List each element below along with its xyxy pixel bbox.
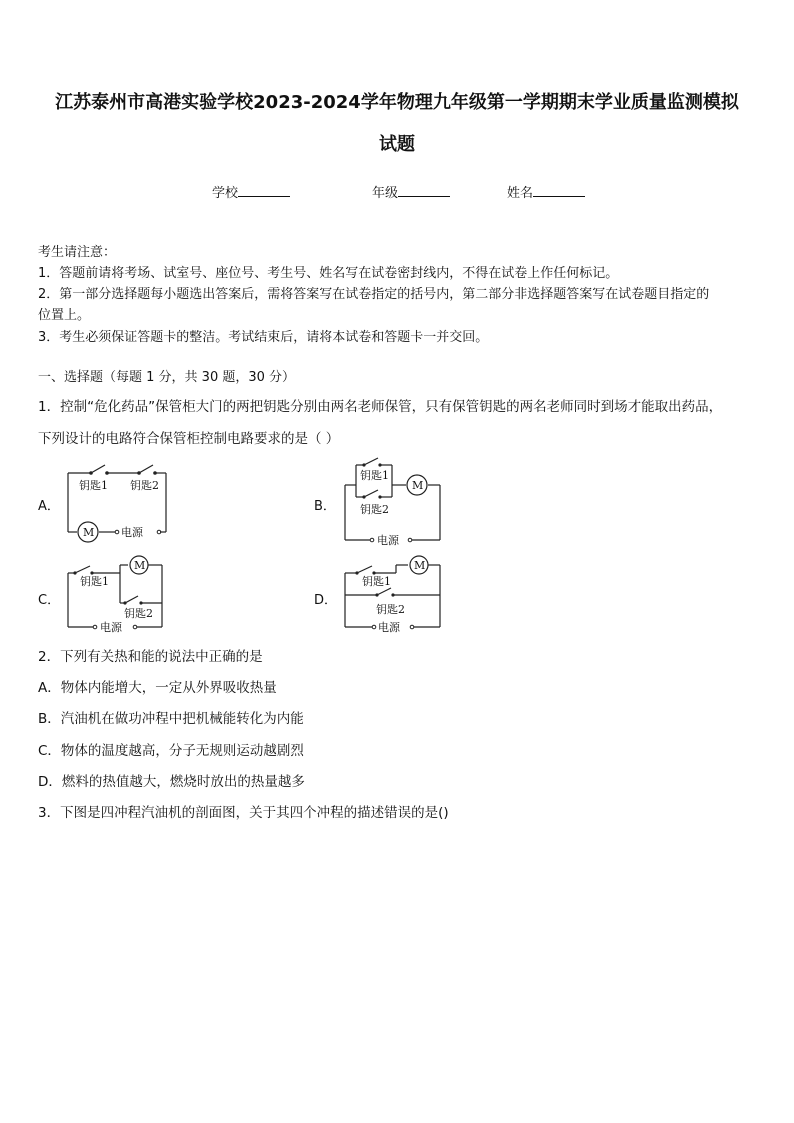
question-2-option-a: A．物体内能增大，一定从外界吸收热量	[38, 680, 277, 696]
notice-heading: 考生请注意：	[38, 245, 117, 260]
key1-label: 钥匙1	[79, 479, 108, 492]
page-title: 江苏泰州市高港实验学校2023-2024学年物理九年级第一学期期末学业质量监测模拟	[55, 92, 739, 113]
key2-label: 钥匙2	[124, 607, 153, 620]
question-2-option-b: B．汽油机在做功冲程中把机械能转化为内能	[38, 711, 304, 727]
question-2-option-c: C．物体的温度越高，分子无规则运动越剧烈	[38, 743, 304, 759]
page-title-line2: 试题	[379, 134, 415, 155]
notice-item: 2．第一部分选择题每小题选出答案后，需将答案写在试卷指定的括号内，第二部分非选择题答案写在试卷题目指定的	[38, 287, 710, 302]
grade-label: 年级	[372, 186, 399, 201]
question-2-stem: 2．下列有关热和能的说法中正确的是	[38, 649, 263, 665]
power-label: 电源	[100, 621, 122, 634]
name-label: 姓名	[507, 186, 534, 201]
notice-item: 1．答题前请将考场、试室号、座位号、考生号、姓名写在试卷密封线内，不得在试卷上作任何标记。	[38, 266, 619, 281]
key2-label: 钥匙2	[360, 503, 389, 516]
school-field	[212, 182, 290, 201]
key1-label: 钥匙1	[360, 469, 389, 482]
school-blank	[238, 184, 290, 197]
motor-symbol: M	[412, 479, 424, 492]
option-label-c: C．	[38, 593, 61, 608]
name-blank	[533, 184, 585, 197]
question-1-stem-line2: 下列设计的电路符合保管柜控制电路要求的是（ ）	[38, 431, 340, 447]
motor-symbol: M	[134, 559, 146, 572]
circuit-diagram-b	[340, 455, 450, 550]
school-label: 学校	[212, 186, 239, 201]
power-label: 电源	[121, 526, 143, 539]
notice-item: 3．考生必须保证答题卡的整洁。考试结束后，请将本试卷和答题卡一并交回。	[38, 330, 489, 345]
option-label-b: B．	[314, 499, 336, 514]
question-3-stem: 3．下图是四冲程汽油机的剖面图，关于其四个冲程的描述错误的是()	[38, 805, 449, 821]
section-heading: 一、选择题（每题 1 分，共 30 题，30 分）	[38, 370, 296, 385]
notice-item: 位置上。	[38, 308, 91, 323]
motor-symbol: M	[414, 559, 426, 572]
power-label: 电源	[378, 621, 400, 634]
circuit-diagram-d	[340, 555, 450, 635]
circuit-diagram-a	[60, 455, 180, 550]
name-field	[507, 182, 585, 201]
key1-label: 钥匙1	[362, 575, 391, 588]
key1-label: 钥匙1	[80, 575, 109, 588]
question-1-stem: 1．控制“危化药品”保管柜大门的两把钥匙分别由两名老师保管，只有保管钥匙的两名老师同时到场才能取出药品，	[38, 399, 723, 415]
circuit-diagram-c	[60, 555, 170, 635]
power-label: 电源	[377, 534, 399, 547]
motor-symbol: M	[83, 526, 95, 539]
question-2-option-d: D．燃料的热值越大，燃烧时放出的热量越多	[38, 774, 305, 790]
key2-label: 钥匙2	[376, 603, 405, 616]
grade-blank	[398, 184, 450, 197]
option-label-a: A．	[38, 499, 60, 514]
grade-field	[372, 182, 450, 201]
option-label-d: D．	[314, 593, 338, 608]
key2-label: 钥匙2	[130, 479, 159, 492]
